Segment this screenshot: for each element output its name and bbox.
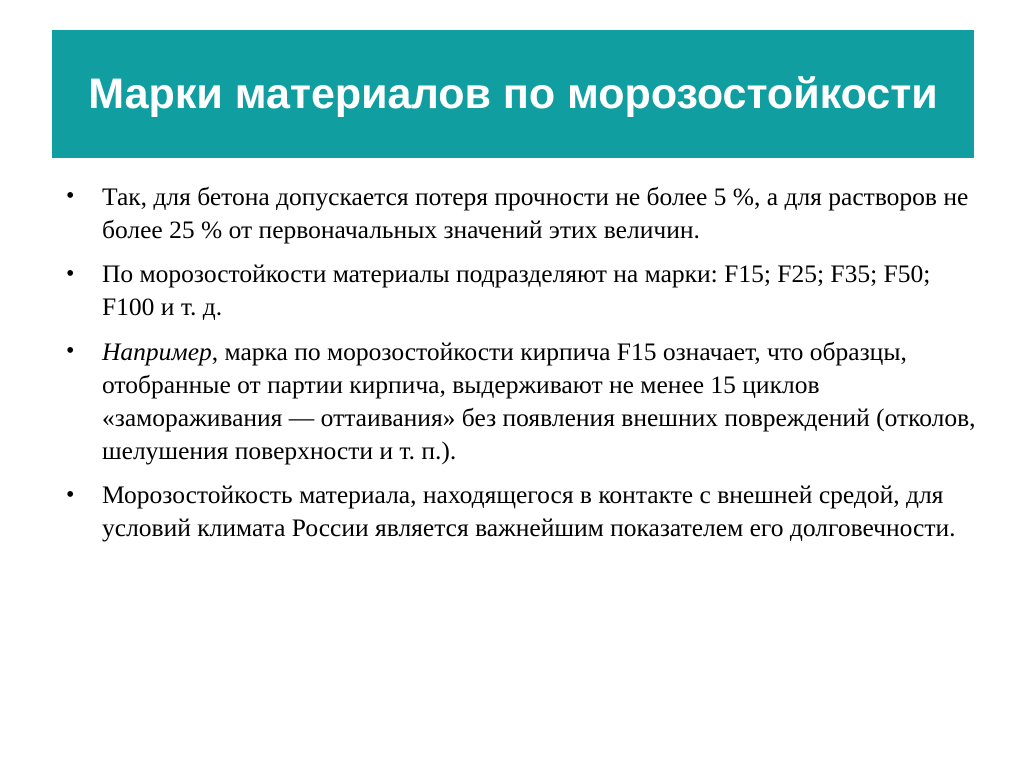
page-title: Марки материалов по морозостойкости — [88, 69, 938, 118]
bullet-text: , марка по морозостойкости кирпича F15 означает, что образцы, отобранные от партии кирпича, выдерживают не менее 15 циклов «замораживания — оттаивания» без появления внешних повреждений (отколов, шелушения поверхности и т. п.). — [102, 336, 976, 465]
bullet-list — [52, 180, 982, 544]
list-item — [52, 478, 982, 544]
list-item — [52, 180, 982, 246]
bullet-dot-icon: • — [66, 260, 75, 287]
list-item — [52, 257, 982, 323]
bullet-text: Морозостойкость материала, находящегося в контакте с внешней средой, для условий климата России является важнейшим показателем его долговечности. — [102, 480, 956, 543]
bullet-dot-icon: • — [66, 481, 75, 508]
list-item — [52, 335, 982, 468]
bullet-dot-icon: • — [66, 183, 75, 210]
bullet-dot-icon: • — [66, 338, 75, 364]
bullet-text-emphasis: Например — [102, 336, 212, 366]
bullet-text: По морозостойкости материалы подразделяют на марки: F15; F25; F35; F50; F100 и т. д. — [102, 259, 931, 322]
title-banner — [52, 30, 974, 158]
slide-body — [52, 180, 982, 555]
bullet-text: Так, для бетона допускается потеря прочности не более 5 %, а для растворов не более 25 % от первоначальных значений этих величин. — [102, 182, 969, 245]
